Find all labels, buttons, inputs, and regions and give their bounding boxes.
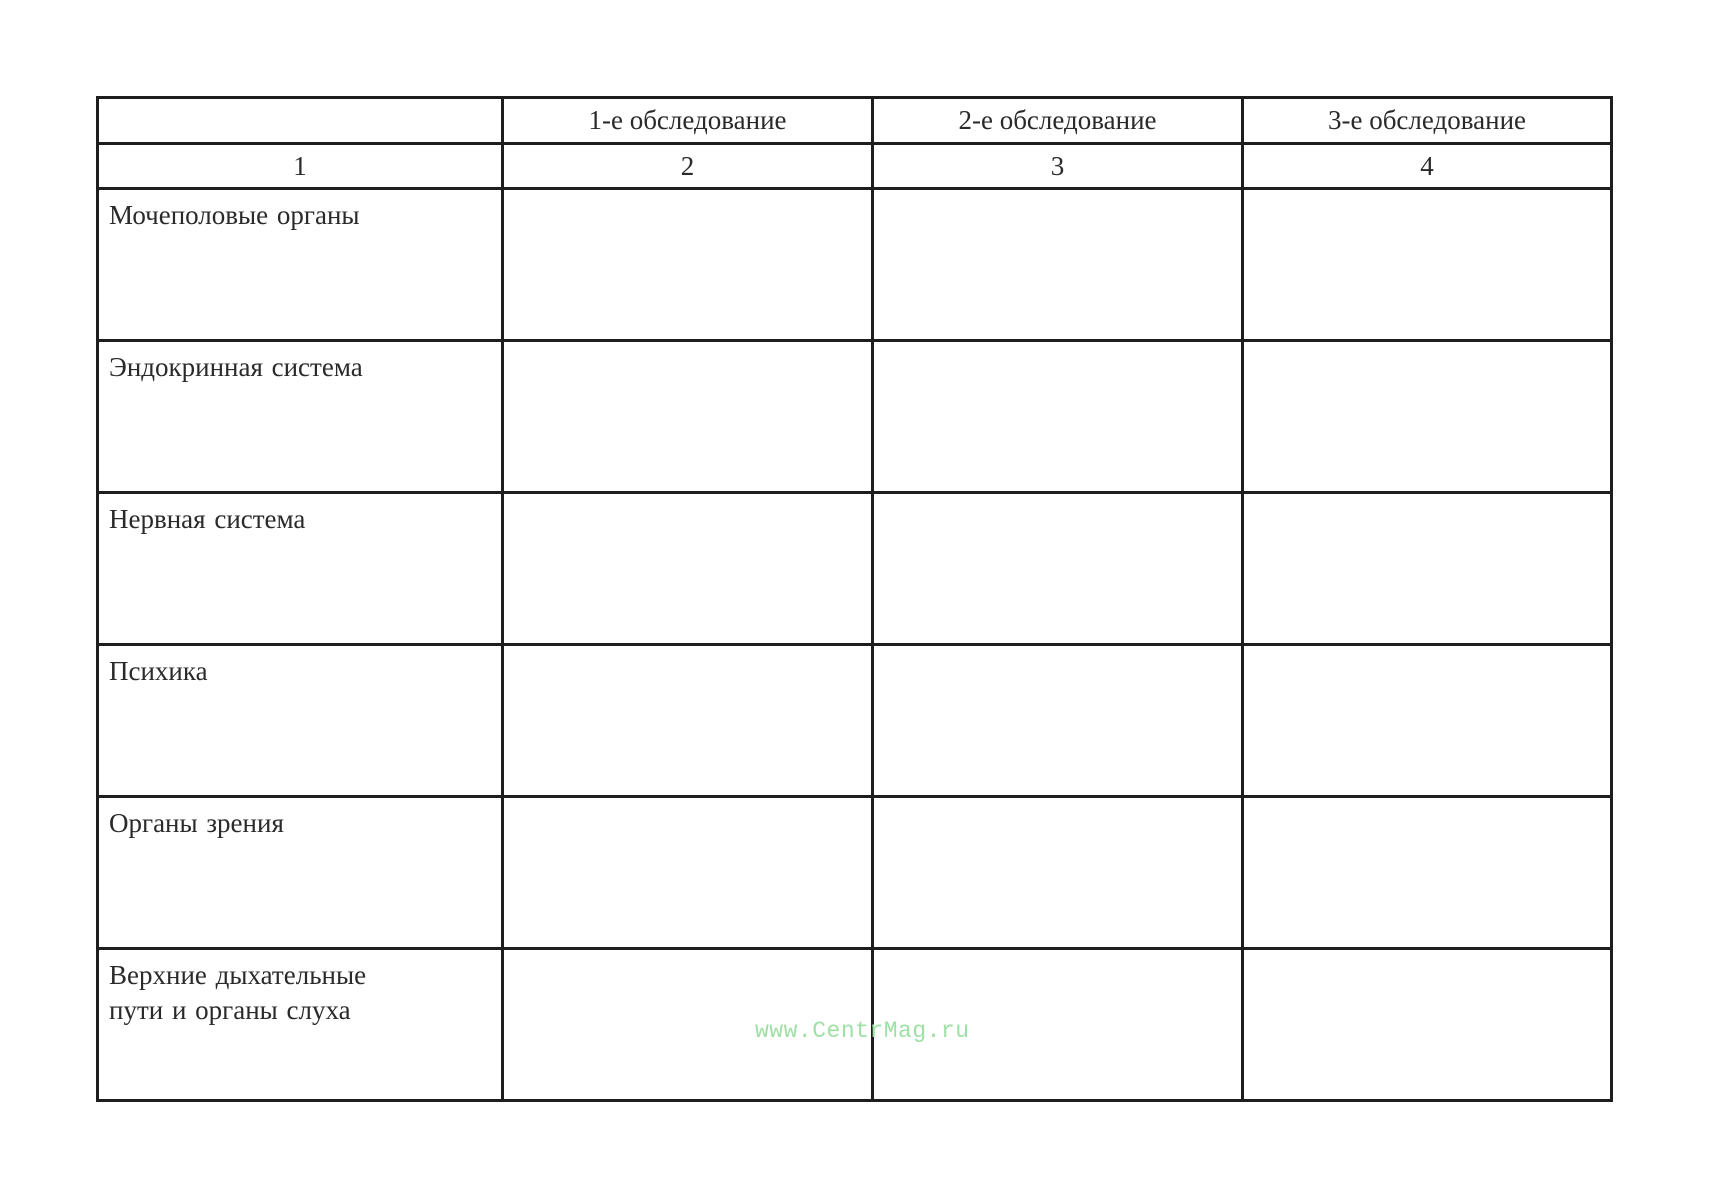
exam-1-cell bbox=[503, 341, 873, 493]
column-number-2: 2 bbox=[503, 144, 873, 189]
table-header-row bbox=[98, 98, 1612, 144]
column-number-row bbox=[98, 144, 1612, 189]
table-row bbox=[98, 645, 1612, 797]
row-label-line-1: Верхние дыхательные bbox=[109, 960, 367, 990]
exam-3-cell bbox=[1243, 797, 1612, 949]
row-label-nervous: Нервная система bbox=[98, 493, 503, 645]
column-number-1: 1 bbox=[98, 144, 503, 189]
row-label-line-2: пути и органы слуха bbox=[109, 995, 351, 1025]
row-label-psyche: Психика bbox=[98, 645, 503, 797]
row-label-vision: Органы зрения bbox=[98, 797, 503, 949]
exam-2-cell bbox=[873, 189, 1243, 341]
table-row bbox=[98, 797, 1612, 949]
header-exam-3: 3-е обследование bbox=[1243, 98, 1612, 144]
exam-3-cell bbox=[1243, 493, 1612, 645]
row-label-upper-respiratory-hearing bbox=[98, 949, 503, 1101]
exam-3-cell bbox=[1243, 189, 1612, 341]
row-label-genitourinary: Мочеполовые органы bbox=[98, 189, 503, 341]
exam-1-cell bbox=[503, 797, 873, 949]
table-row bbox=[98, 341, 1612, 493]
watermark-text: www.CentrMag.ru bbox=[755, 1018, 970, 1044]
exam-1-cell bbox=[503, 493, 873, 645]
examination-table bbox=[96, 96, 1613, 1102]
column-number-3: 3 bbox=[873, 144, 1243, 189]
exam-2-cell bbox=[873, 341, 1243, 493]
exam-3-cell bbox=[1243, 645, 1612, 797]
exam-3-cell bbox=[1243, 949, 1612, 1101]
header-exam-1: 1-е обследование bbox=[503, 98, 873, 144]
table-row bbox=[98, 189, 1612, 341]
exam-2-cell bbox=[873, 493, 1243, 645]
exam-2-cell bbox=[873, 645, 1243, 797]
header-exam-2: 2-е обследование bbox=[873, 98, 1243, 144]
header-empty-cell bbox=[98, 98, 503, 144]
table-row bbox=[98, 493, 1612, 645]
exam-2-cell bbox=[873, 797, 1243, 949]
exam-1-cell bbox=[503, 189, 873, 341]
row-label-endocrine: Эндокринная система bbox=[98, 341, 503, 493]
column-number-4: 4 bbox=[1243, 144, 1612, 189]
exam-3-cell bbox=[1243, 341, 1612, 493]
exam-1-cell bbox=[503, 645, 873, 797]
